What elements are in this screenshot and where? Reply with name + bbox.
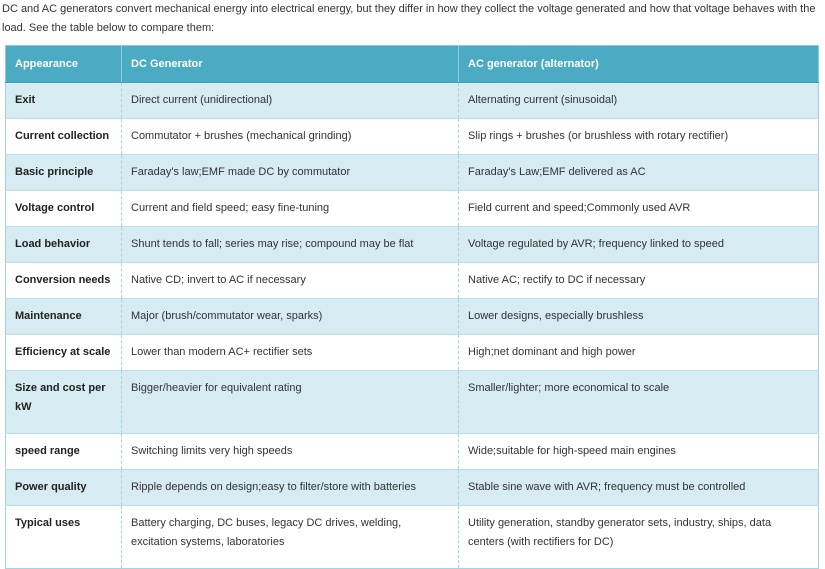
dc-cell: Lower than modern AC+ rectifier sets <box>122 335 459 371</box>
header-dc-generator: DC Generator <box>122 46 459 83</box>
table-row <box>6 506 819 569</box>
header-appearance: Appearance <box>6 46 122 83</box>
ac-cell: Lower designs, especially brushless <box>459 299 819 335</box>
row-label: speed range <box>6 434 122 470</box>
row-label: Conversion needs <box>6 263 122 299</box>
table-row <box>6 155 819 191</box>
table-row <box>6 119 819 155</box>
table-row <box>6 83 819 119</box>
ac-cell: Field current and speed;Commonly used AVR <box>459 191 819 227</box>
table-row <box>6 371 819 434</box>
ac-cell: High;net dominant and high power <box>459 335 819 371</box>
dc-cell: Ripple depends on design;easy to filter/store with batteries <box>122 470 459 506</box>
dc-cell: Shunt tends to fall; series may rise; compound may be flat <box>122 227 459 263</box>
dc-cell: Bigger/heavier for equivalent rating <box>122 371 459 434</box>
row-label: Exit <box>6 83 122 119</box>
row-label: Power quality <box>6 470 122 506</box>
ac-cell: Voltage regulated by AVR; frequency linked to speed <box>459 227 819 263</box>
table-row <box>6 263 819 299</box>
dc-cell: Battery charging, DC buses, legacy DC drives, welding, excitation systems, laboratories <box>122 506 459 569</box>
dc-cell: Switching limits very high speeds <box>122 434 459 470</box>
table-row <box>6 470 819 506</box>
intro-paragraph: DC and AC generators convert mechanical energy into electrical energy, but they differ in how they collect the voltage generated and how that voltage behaves with the load. See the table below to compare them: <box>2 3 816 34</box>
table-row <box>6 227 819 263</box>
ac-cell: Utility generation, standby generator sets, industry, ships, data centers (with rectifiers for DC) <box>459 506 819 569</box>
ac-cell: Native AC; rectify to DC if necessary <box>459 263 819 299</box>
dc-cell: Faraday's law;EMF made DC by commutator <box>122 155 459 191</box>
table-row <box>6 335 819 371</box>
comparison-table-container <box>5 45 818 569</box>
header-ac-generator: AC generator (alternator) <box>459 46 819 83</box>
ac-cell: Faraday's Law;EMF delivered as AC <box>459 155 819 191</box>
ac-cell: Smaller/lighter; more economical to scale <box>459 371 819 434</box>
ac-cell: Alternating current (sinusoidal) <box>459 83 819 119</box>
row-label: Maintenance <box>6 299 122 335</box>
dc-cell: Current and field speed; easy fine-tuning <box>122 191 459 227</box>
row-label: Size and cost per kW <box>6 371 122 434</box>
table-row <box>6 191 819 227</box>
row-label: Load behavior <box>6 227 122 263</box>
ac-cell: Slip rings + brushes (or brushless with rotary rectifier) <box>459 119 819 155</box>
ac-cell: Wide;suitable for high-speed main engines <box>459 434 819 470</box>
comparison-table <box>5 45 819 569</box>
row-label: Typical uses <box>6 506 122 569</box>
row-label: Current collection <box>6 119 122 155</box>
row-label: Voltage control <box>6 191 122 227</box>
dc-cell: Commutator + brushes (mechanical grinding) <box>122 119 459 155</box>
table-row <box>6 299 819 335</box>
table-header-row <box>6 46 819 83</box>
dc-cell: Major (brush/commutator wear, sparks) <box>122 299 459 335</box>
dc-cell: Native CD; invert to AC if necessary <box>122 263 459 299</box>
dc-cell: Direct current (unidirectional) <box>122 83 459 119</box>
ac-cell: Stable sine wave with AVR; frequency must be controlled <box>459 470 819 506</box>
row-label: Efficiency at scale <box>6 335 122 371</box>
table-row <box>6 434 819 470</box>
row-label: Basic principle <box>6 155 122 191</box>
